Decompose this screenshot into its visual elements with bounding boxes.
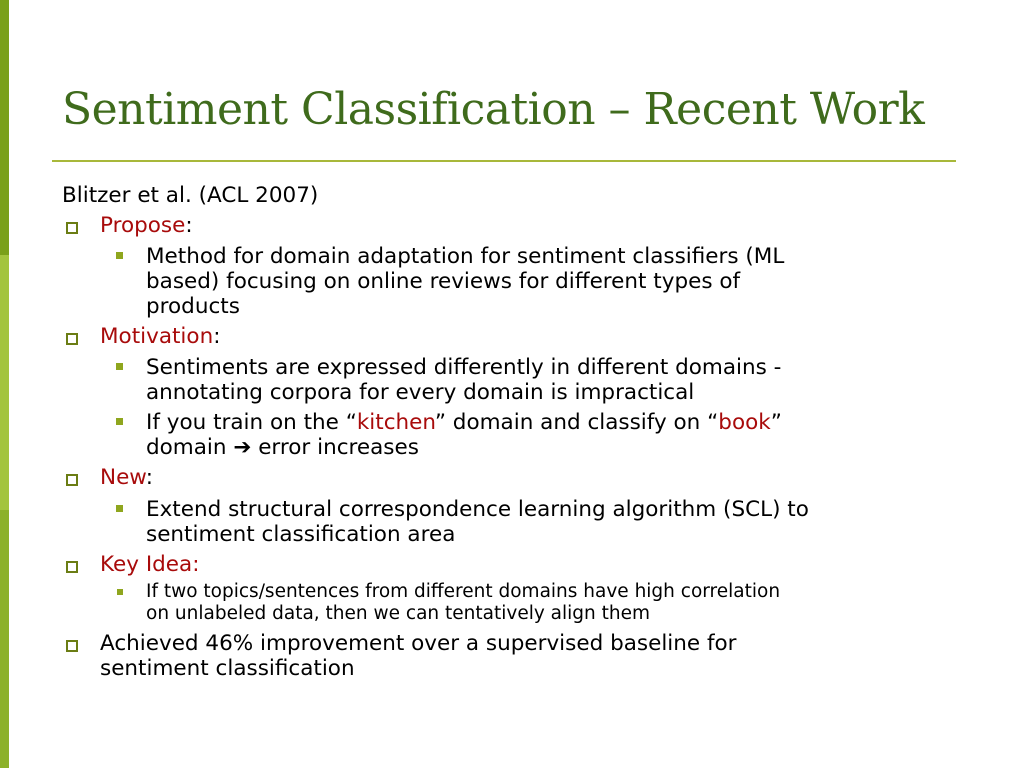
key-idea-text-line-2: on unlabeled data, then we can tentatively align them xyxy=(146,603,651,624)
new-heading xyxy=(100,465,153,490)
book-keyword: book xyxy=(718,410,771,435)
slide-title: Sentiment Classification – Recent Work xyxy=(62,84,925,135)
filled-square-bullet-icon xyxy=(116,363,123,370)
square-bullet-icon xyxy=(66,640,78,652)
propose-text-line-3: products xyxy=(146,294,240,319)
motivation-item2-line-2 xyxy=(146,435,419,460)
square-bullet-icon xyxy=(66,222,78,234)
propose-label: Propose xyxy=(100,213,186,238)
motivation-heading xyxy=(100,324,220,349)
motivation-label: Motivation xyxy=(100,324,214,349)
key-idea-label: Key Idea: xyxy=(100,552,200,577)
achieved-text-line-1: Achieved 46% improvement over a supervised baseline for xyxy=(100,631,737,656)
filled-square-bullet-icon xyxy=(116,252,123,259)
item2-text-d: domain xyxy=(146,435,234,460)
new-text-line-2: sentiment classification area xyxy=(146,522,456,547)
propose-heading xyxy=(100,213,193,238)
square-bullet-icon xyxy=(66,333,78,345)
item2-text-b: ” domain and classify on “ xyxy=(434,410,719,435)
new-colon: : xyxy=(145,465,153,490)
item2-text-c: ” xyxy=(770,410,782,435)
propose-colon: : xyxy=(185,213,193,238)
filled-square-bullet-icon xyxy=(116,505,123,512)
motivation-item1-line-2: annotating corpora for every domain is impractical xyxy=(146,380,695,405)
square-bullet-icon xyxy=(66,474,78,486)
intro-text: Blitzer et al. (ACL 2007) xyxy=(62,183,319,208)
motivation-item2-line-1 xyxy=(146,410,782,435)
propose-text-line-2: based) focusing on online reviews for different types of xyxy=(146,269,741,294)
new-label: New xyxy=(100,465,146,490)
key-idea-text-line-1: If two topics/sentences from different domains have high correlation xyxy=(146,581,781,602)
filled-square-bullet-icon xyxy=(116,418,123,425)
kitchen-keyword: kitchen xyxy=(356,410,435,435)
item2-text-a: If you train on the “ xyxy=(146,410,357,435)
square-bullet-icon xyxy=(66,561,78,573)
achieved-text-line-2: sentiment classification xyxy=(100,656,355,681)
motivation-colon: : xyxy=(213,324,221,349)
new-text-line-1: Extend structural correspondence learning algorithm (SCL) to xyxy=(146,497,809,522)
propose-text-line-1: Method for domain adaptation for sentiment classifiers (ML xyxy=(146,244,785,269)
right-arrow-icon: ➔ xyxy=(233,435,252,460)
motivation-item1-line-1: Sentiments are expressed differently in different domains - xyxy=(146,355,782,380)
item2-text-e: error increases xyxy=(251,435,419,460)
filled-square-bullet-icon xyxy=(117,589,123,595)
